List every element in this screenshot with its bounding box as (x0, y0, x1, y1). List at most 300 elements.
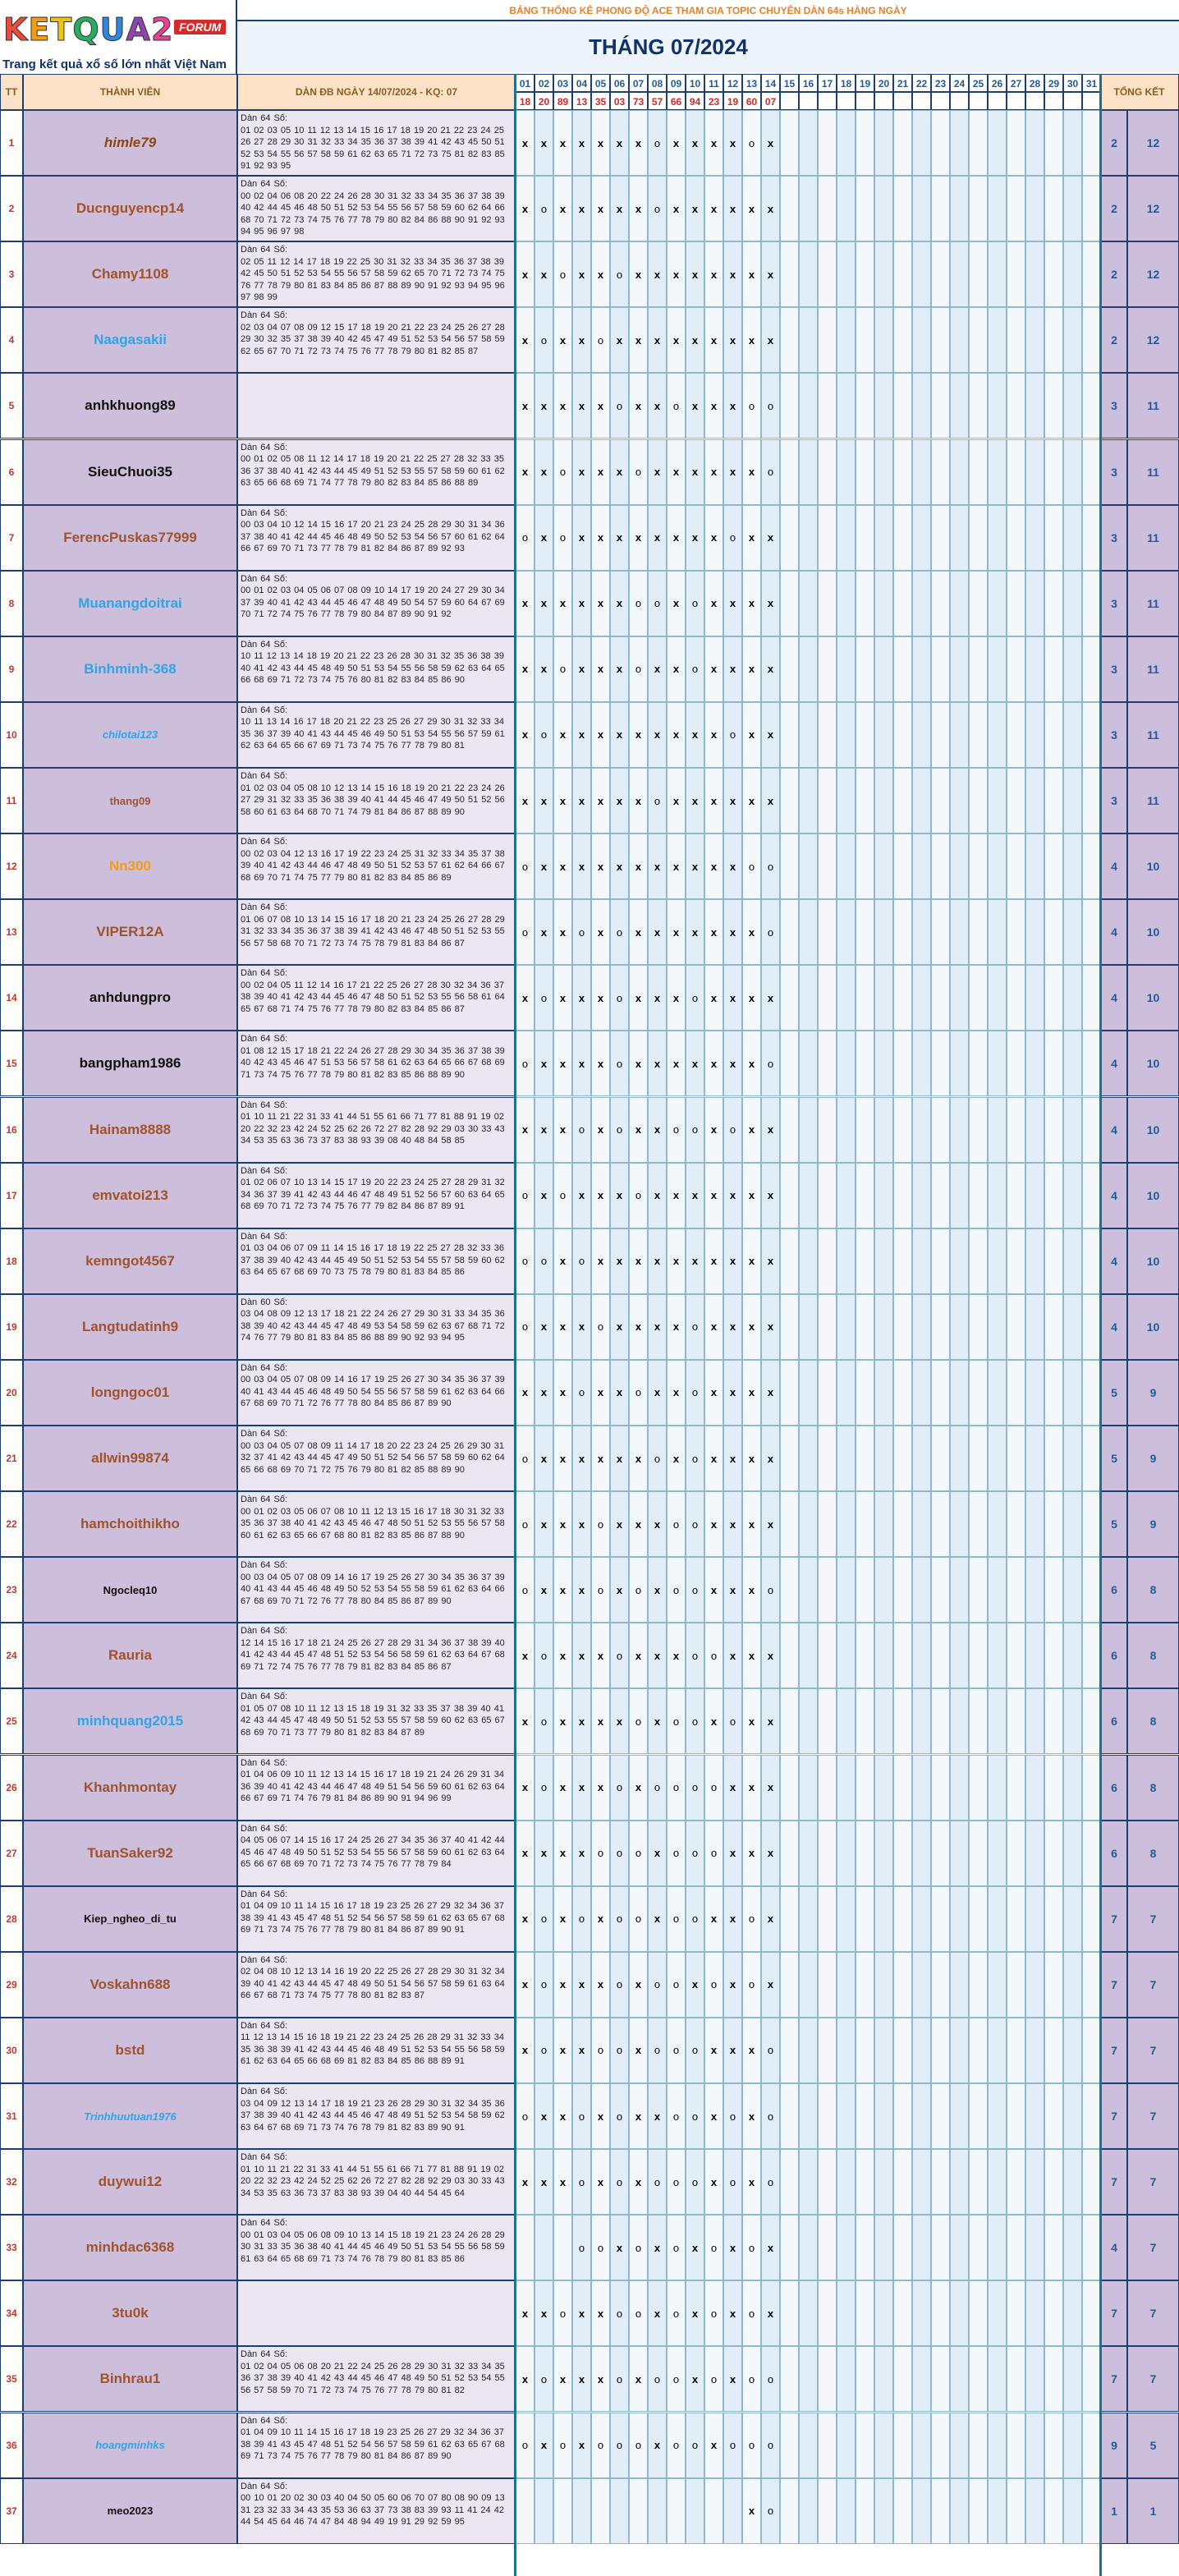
dan-numbers: 01 04 09 10 11 14 15 16 17 18 19 23 25 26 27 29 32 34 36 37 38 39 41 43 45 47 48 51 52 54 56 57 58 59 61 62 63 65 67 68 69 71 73 74 75 76 77 78 79 80 81 84 86 87 89 90 91 (241, 1901, 505, 1935)
result-header (1063, 92, 1082, 110)
day-mark (799, 1031, 818, 1096)
member-name[interactable]: Naagasakii (23, 307, 237, 373)
member-name[interactable]: bstd (23, 2018, 237, 2083)
member-name[interactable]: Muanangdoitrai (23, 571, 237, 636)
day-mark: x (742, 1031, 761, 1096)
day-mark (893, 1952, 912, 2018)
day-mark (874, 110, 893, 176)
member-name[interactable]: Binhminh-368 (23, 636, 237, 702)
day-mark (1063, 373, 1082, 439)
day-mark (931, 1886, 950, 1952)
day-mark: x (704, 636, 723, 702)
result-header (1044, 92, 1063, 110)
day-mark: o (761, 373, 780, 439)
day-header: 16 (799, 74, 818, 92)
day-mark (818, 833, 837, 899)
dan-cell (237, 1491, 516, 1557)
day-mark: o (742, 2346, 761, 2412)
total-count-b: 9 (1127, 1491, 1179, 1557)
day-mark (912, 2149, 931, 2215)
day-mark (1007, 307, 1025, 373)
member-name[interactable]: TuanSaker92 (23, 1821, 237, 1886)
member-name[interactable]: bangpham1986 (23, 1031, 237, 1096)
day-mark (950, 1163, 969, 1228)
day-mark: x (648, 2280, 667, 2346)
day-mark (1007, 1557, 1025, 1623)
total-count-a: 6 (1101, 1557, 1127, 1623)
site-logo[interactable] (0, 0, 237, 74)
day-mark: o (629, 1688, 648, 1754)
day-mark: x (534, 2083, 553, 2149)
day-mark (988, 899, 1007, 965)
day-mark (837, 2280, 856, 2346)
day-mark (950, 571, 969, 636)
member-name[interactable]: Ducnguyencp14 (23, 176, 237, 241)
day-mark (856, 2280, 874, 2346)
day-header: 02 (534, 74, 553, 92)
day-mark (912, 2280, 931, 2346)
dan-cell (237, 899, 516, 965)
dan-label: Dàn 64 Số: (241, 1889, 288, 1899)
day-mark (780, 702, 799, 768)
member-name[interactable]: Rauria (23, 1623, 237, 1688)
day-mark (818, 1821, 837, 1886)
day-mark (988, 768, 1007, 833)
day-mark: x (686, 702, 704, 768)
total-count-b: 11 (1127, 768, 1179, 833)
day-mark (893, 571, 912, 636)
day-mark (1025, 110, 1044, 176)
day-mark (874, 373, 893, 439)
day-mark: x (704, 307, 723, 373)
day-mark: x (667, 439, 686, 505)
dan-cell (237, 1623, 516, 1688)
row-number: 19 (0, 1294, 23, 1360)
member-name[interactable]: allwin99874 (23, 1426, 237, 1491)
day-mark (837, 2413, 856, 2478)
day-mark: x (572, 1688, 591, 1754)
day-mark: x (629, 1426, 648, 1491)
row-number: 20 (0, 1360, 23, 1426)
day-mark (874, 2280, 893, 2346)
day-mark: o (742, 2215, 761, 2280)
day-mark (1063, 1557, 1082, 1623)
result-header (893, 92, 912, 110)
member-name[interactable]: anhkhuong89 (23, 373, 237, 439)
day-mark: x (629, 1755, 648, 1821)
day-mark (988, 636, 1007, 702)
day-mark (931, 1426, 950, 1491)
day-mark: o (686, 1821, 704, 1886)
day-mark: x (591, 373, 610, 439)
member-name[interactable]: Khanhmontay (23, 1755, 237, 1821)
total-count-b: 7 (1127, 1886, 1179, 1952)
day-mark: x (572, 1031, 591, 1096)
logo-tagline: Trang kết quả xổ số lớn nhất Việt Nam (2, 57, 227, 71)
day-mark: x (572, 702, 591, 768)
day-mark (950, 965, 969, 1031)
day-mark (837, 1097, 856, 1163)
day-mark: o (534, 1623, 553, 1688)
day-mark (874, 1491, 893, 1557)
day-mark: o (761, 1557, 780, 1623)
day-mark: x (742, 2149, 761, 2215)
day-mark: x (553, 307, 572, 373)
day-mark: o (534, 307, 553, 373)
day-mark (1044, 1886, 1063, 1952)
day-mark (1007, 2149, 1025, 2215)
day-mark (799, 1755, 818, 1821)
day-mark (1063, 1952, 1082, 2018)
day-mark (988, 1952, 1007, 2018)
total-count-a: 4 (1101, 1097, 1127, 1163)
day-mark (912, 110, 931, 176)
day-mark (1025, 241, 1044, 307)
day-mark: x (572, 636, 591, 702)
day-mark: x (572, 768, 591, 833)
day-mark (1025, 2149, 1044, 2215)
day-mark: x (704, 1886, 723, 1952)
member-name[interactable]: kemngot4567 (23, 1228, 237, 1294)
day-mark: o (667, 1688, 686, 1754)
day-mark: x (742, 2083, 761, 2149)
day-mark: x (704, 1688, 723, 1754)
day-mark: o (516, 2413, 534, 2478)
day-mark: x (723, 1426, 742, 1491)
day-mark: x (723, 373, 742, 439)
total-count-a: 4 (1101, 833, 1127, 899)
day-header: 06 (610, 74, 629, 92)
total-count-a: 6 (1101, 1688, 1127, 1754)
day-mark: x (723, 439, 742, 505)
day-mark: x (704, 1031, 723, 1096)
day-mark (912, 2215, 931, 2280)
row-number: 1 (0, 110, 23, 176)
day-mark (1063, 1821, 1082, 1886)
dan-cell (237, 439, 516, 505)
day-mark: x (629, 768, 648, 833)
member-name[interactable]: himle79 (23, 110, 237, 176)
member-name[interactable]: hamchoithikho (23, 1491, 237, 1557)
day-mark (1025, 1228, 1044, 1294)
day-mark: x (591, 1360, 610, 1426)
total-count-a: 5 (1101, 1491, 1127, 1557)
day-mark (1082, 702, 1101, 768)
dan-cell (237, 2215, 516, 2280)
member-name[interactable]: Voskahn688 (23, 1952, 237, 2018)
dan-label: Dàn 64 Số: (241, 1429, 288, 1439)
day-mark: o (553, 1163, 572, 1228)
day-mark (969, 571, 988, 636)
day-mark (799, 1294, 818, 1360)
day-mark: x (761, 307, 780, 373)
day-mark (931, 439, 950, 505)
day-header: 11 (704, 74, 723, 92)
day-mark: x (704, 899, 723, 965)
day-mark: x (610, 439, 629, 505)
day-mark (950, 1952, 969, 2018)
day-mark: x (516, 176, 534, 241)
day-mark: x (553, 571, 572, 636)
day-mark (1063, 1623, 1082, 1688)
day-mark (950, 768, 969, 833)
day-mark (893, 1360, 912, 1426)
member-name[interactable]: anhdungpro (23, 965, 237, 1031)
day-mark (912, 176, 931, 241)
member-name[interactable]: Langtudatinh9 (23, 1294, 237, 1360)
day-mark (837, 1886, 856, 1952)
day-mark (988, 2280, 1007, 2346)
day-mark (950, 439, 969, 505)
day-mark: x (648, 702, 667, 768)
day-mark (1044, 439, 1063, 505)
dan-numbers: 01 10 11 21 22 31 33 41 44 51 55 61 66 71 77 81 88 91 19 02 20 22 32 23 42 24 52 25 62 26 72 27 82 28 92 29 03 30 33 43 34 53 35 63 36 73 37 83 38 93 39 08 40 48 84 58 85 (241, 1112, 505, 1146)
day-mark (856, 1688, 874, 1754)
day-mark: o (686, 1360, 704, 1426)
day-mark: x (704, 1557, 723, 1623)
day-mark: x (610, 1163, 629, 1228)
day-mark (799, 1623, 818, 1688)
member-name[interactable]: longngoc01 (23, 1360, 237, 1426)
day-mark: x (742, 702, 761, 768)
day-mark (818, 1294, 837, 1360)
dan-numbers: 00 03 04 10 12 14 15 16 17 20 21 23 24 25 28 29 30 31 34 36 37 38 40 41 42 44 45 46 48 49 50 52 53 54 56 57 60 61 62 64 66 67 69 70 71 73 77 78 79 81 82 84 86 87 89 92 93 (241, 520, 505, 554)
day-mark: x (572, 1755, 591, 1821)
member-name[interactable]: meo2023 (23, 2478, 237, 2544)
day-mark: x (648, 373, 667, 439)
day-mark: o (723, 1688, 742, 1754)
day-mark: x (761, 1491, 780, 1557)
member-name[interactable]: thang09 (23, 768, 237, 833)
day-mark: x (553, 1688, 572, 1754)
day-mark (799, 1821, 818, 1886)
day-mark (969, 1426, 988, 1491)
day-mark: x (610, 505, 629, 571)
day-mark: o (516, 1163, 534, 1228)
total-count-a: 6 (1101, 1623, 1127, 1688)
day-mark (856, 768, 874, 833)
logo-wordmark (3, 11, 173, 48)
day-mark (931, 1228, 950, 1294)
day-mark: o (572, 1360, 591, 1426)
day-mark: x (667, 768, 686, 833)
dan-numbers: 10 11 13 14 16 17 18 20 21 22 23 25 26 27 29 30 31 32 33 34 35 36 37 39 40 41 43 44 45 46 49 50 51 53 54 55 56 57 59 61 62 63 64 65 66 67 69 71 73 74 75 76 77 78 79 80 81 (241, 717, 505, 751)
day-mark: x (723, 965, 742, 1031)
day-mark (1025, 176, 1044, 241)
member-name[interactable]: Trinhhuutuan1976 (23, 2083, 237, 2149)
day-mark: x (591, 1623, 610, 1688)
day-mark (912, 899, 931, 965)
day-mark (1044, 636, 1063, 702)
row-number: 6 (0, 439, 23, 505)
member-name[interactable]: FerencPuskas77999 (23, 505, 237, 571)
day-mark: x (591, 1031, 610, 1096)
day-mark (534, 2478, 553, 2544)
member-name[interactable]: SieuChuoi35 (23, 439, 237, 505)
day-mark (1025, 571, 1044, 636)
day-mark (874, 899, 893, 965)
day-mark: x (761, 1426, 780, 1491)
member-name[interactable]: duywui12 (23, 2149, 237, 2215)
day-mark (969, 1755, 988, 1821)
total-count-b: 10 (1127, 1163, 1179, 1228)
member-name[interactable]: minhquang2015 (23, 1688, 237, 1754)
day-mark (799, 2346, 818, 2412)
day-mark (1063, 1097, 1082, 1163)
day-mark (874, 1031, 893, 1096)
day-mark: o (761, 2018, 780, 2083)
day-mark: x (742, 1821, 761, 1886)
row-number: 18 (0, 1228, 23, 1294)
day-mark: o (572, 1228, 591, 1294)
day-mark: x (553, 1623, 572, 1688)
member-name[interactable]: emvatoi213 (23, 1163, 237, 1228)
day-mark (856, 307, 874, 373)
day-mark (950, 1623, 969, 1688)
day-mark (874, 1623, 893, 1688)
day-mark (799, 965, 818, 1031)
day-mark (1007, 1228, 1025, 1294)
day-mark (912, 2413, 931, 2478)
day-mark (969, 110, 988, 176)
total-count-a: 7 (1101, 1886, 1127, 1952)
result-header: 18 (516, 92, 534, 110)
day-mark (874, 307, 893, 373)
day-mark (799, 439, 818, 505)
day-mark: x (704, 1163, 723, 1228)
day-mark: x (516, 2280, 534, 2346)
result-header (912, 92, 931, 110)
day-mark (950, 176, 969, 241)
day-mark: x (629, 2149, 648, 2215)
day-mark (704, 2478, 723, 2544)
day-header: 17 (818, 74, 837, 92)
dan-label: Dàn 64 Số: (241, 1165, 288, 1176)
day-mark (1025, 1755, 1044, 1821)
day-mark (856, 1294, 874, 1360)
day-mark (1063, 2413, 1082, 2478)
member-name[interactable]: Nn300 (23, 833, 237, 899)
day-mark: x (742, 899, 761, 965)
day-mark: x (629, 505, 648, 571)
member-name[interactable]: VIPER12A (23, 899, 237, 965)
day-mark: o (591, 1491, 610, 1557)
day-mark: o (742, 833, 761, 899)
day-mark (818, 2018, 837, 2083)
dan-cell (237, 2478, 516, 2544)
member-name[interactable]: Kiep_ngheo_di_tu (23, 1886, 237, 1952)
day-mark: x (553, 1426, 572, 1491)
day-mark: o (761, 2149, 780, 2215)
day-mark: x (648, 1097, 667, 1163)
day-mark: x (553, 965, 572, 1031)
day-mark (969, 1031, 988, 1096)
dan-numbers: 00 10 01 20 02 30 03 40 04 50 05 60 06 70 07 80 08 90 09 13 31 23 32 33 34 43 35 53 36 63 37 73 38 83 39 93 11 41 24 42 44 54 45 64 46 74 47 84 48 94 49 19 91 29 92 59 95 (241, 2493, 505, 2528)
member-name[interactable]: Binhrau1 (23, 2346, 237, 2412)
day-mark (874, 571, 893, 636)
day-mark (950, 2018, 969, 2083)
member-name[interactable]: chilotai123 (23, 702, 237, 768)
day-mark: o (610, 1821, 629, 1886)
day-mark: x (742, 1755, 761, 1821)
day-mark (1025, 833, 1044, 899)
day-mark: o (667, 2083, 686, 2149)
day-mark (780, 1755, 799, 1821)
day-mark: x (572, 176, 591, 241)
dan-label: Dàn 64 Số: (241, 310, 288, 321)
day-mark (893, 1886, 912, 1952)
day-mark (874, 1821, 893, 1886)
day-mark: x (629, 1097, 648, 1163)
day-mark: x (553, 2346, 572, 2412)
day-mark (780, 2215, 799, 2280)
day-mark (837, 1163, 856, 1228)
day-mark (837, 1228, 856, 1294)
result-header: 07 (761, 92, 780, 110)
day-mark: x (742, 768, 761, 833)
day-mark (1063, 1491, 1082, 1557)
member-name[interactable]: hoangminhks (23, 2413, 237, 2478)
day-mark: x (591, 571, 610, 636)
day-mark (893, 2215, 912, 2280)
day-mark (780, 1491, 799, 1557)
day-mark: x (534, 1294, 553, 1360)
member-name[interactable]: minhdac6368 (23, 2215, 237, 2280)
dan-numbers: 12 14 15 16 17 18 21 24 25 26 27 28 29 31 34 36 37 38 39 40 41 42 43 44 45 47 48 51 52 53 54 56 58 59 61 62 63 64 67 68 69 71 72 74 75 76 77 78 79 81 82 83 84 85 86 87 (241, 1637, 505, 1672)
dan-cell (237, 176, 516, 241)
day-mark (950, 1886, 969, 1952)
total-count-b: 9 (1127, 1360, 1179, 1426)
day-mark: x (516, 702, 534, 768)
day-mark (856, 899, 874, 965)
day-mark: x (591, 768, 610, 833)
day-mark: o (704, 1755, 723, 1821)
day-mark: x (534, 571, 553, 636)
day-mark: o (534, 1228, 553, 1294)
day-mark: x (761, 1294, 780, 1360)
day-mark (950, 1360, 969, 1426)
day-mark: o (723, 2413, 742, 2478)
day-mark: x (572, 965, 591, 1031)
day-mark (950, 1755, 969, 1821)
member-name[interactable]: Hainam8888 (23, 1097, 237, 1163)
day-mark (988, 2149, 1007, 2215)
member-name[interactable]: Chamy1108 (23, 241, 237, 307)
day-mark: o (610, 2346, 629, 2412)
day-mark: o (516, 2083, 534, 2149)
day-mark (1063, 505, 1082, 571)
day-mark: o (667, 2413, 686, 2478)
day-mark (780, 2149, 799, 2215)
day-mark: x (591, 636, 610, 702)
day-mark: x (572, 1294, 591, 1360)
total-count-a: 4 (1101, 965, 1127, 1031)
day-mark (969, 2413, 988, 2478)
day-mark (1044, 702, 1063, 768)
dan-cell (237, 1821, 516, 1886)
day-mark (818, 2215, 837, 2280)
member-name[interactable]: Ngocleq10 (23, 1557, 237, 1623)
day-mark (780, 2346, 799, 2412)
day-mark: x (610, 307, 629, 373)
day-mark (931, 1688, 950, 1754)
result-header: 94 (686, 92, 704, 110)
day-mark: x (723, 833, 742, 899)
day-mark (969, 307, 988, 373)
day-mark (780, 833, 799, 899)
member-name[interactable]: 3tu0k (23, 2280, 237, 2346)
day-mark: o (516, 1491, 534, 1557)
